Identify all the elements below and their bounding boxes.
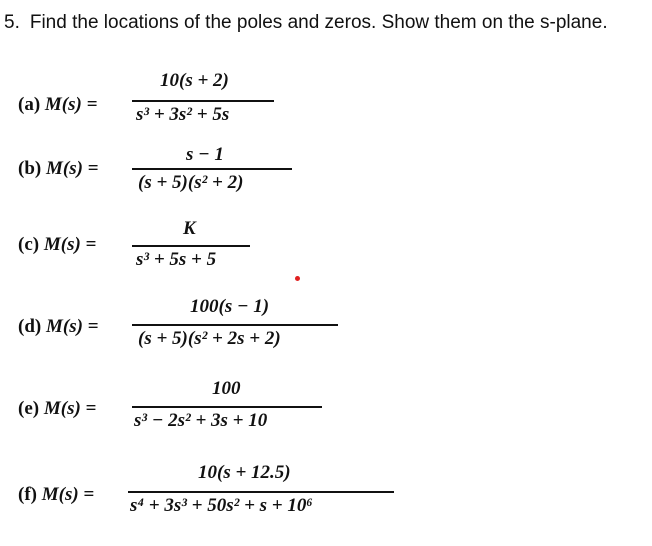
fraction-bar (132, 406, 322, 408)
numerator: 10(s + 2) (160, 70, 229, 91)
numerator: K (183, 218, 196, 239)
red-dot-mark (295, 276, 300, 281)
problem-label: (d) M(s) = (18, 316, 99, 337)
fraction-bar (132, 100, 274, 102)
numerator: 10(s + 12.5) (198, 462, 291, 483)
numerator: 100 (212, 378, 241, 399)
fraction-bar (132, 168, 292, 170)
denominator: (s + 5)(s² + 2) (138, 172, 244, 193)
denominator: (s + 5)(s² + 2s + 2) (138, 328, 281, 349)
problem-label: (f) M(s) = (18, 484, 95, 505)
fraction-bar (128, 491, 394, 493)
denominator: s³ + 5s + 5 (136, 249, 217, 270)
fraction-bar (132, 245, 250, 247)
denominator: s⁴ + 3s³ + 50s² + s + 10⁶ (130, 495, 313, 516)
denominator: s³ − 2s² + 3s + 10 (134, 410, 268, 431)
numerator: s − 1 (186, 144, 224, 165)
denominator: s³ + 3s² + 5s (136, 104, 230, 125)
fraction-bar (132, 324, 338, 326)
numerator: 100(s − 1) (190, 296, 270, 317)
problem-label: (a) M(s) = (18, 94, 98, 115)
problem-instruction: Find the locations of the poles and zeros. Show them on the s-plane. (29, 12, 608, 33)
problem-label: (c) M(s) = (18, 234, 97, 255)
problem-number: 5. (4, 12, 20, 33)
problem-label: (b) M(s) = (18, 158, 99, 179)
problem-heading (4, 12, 608, 34)
problem-label: (e) M(s) = (18, 398, 97, 419)
